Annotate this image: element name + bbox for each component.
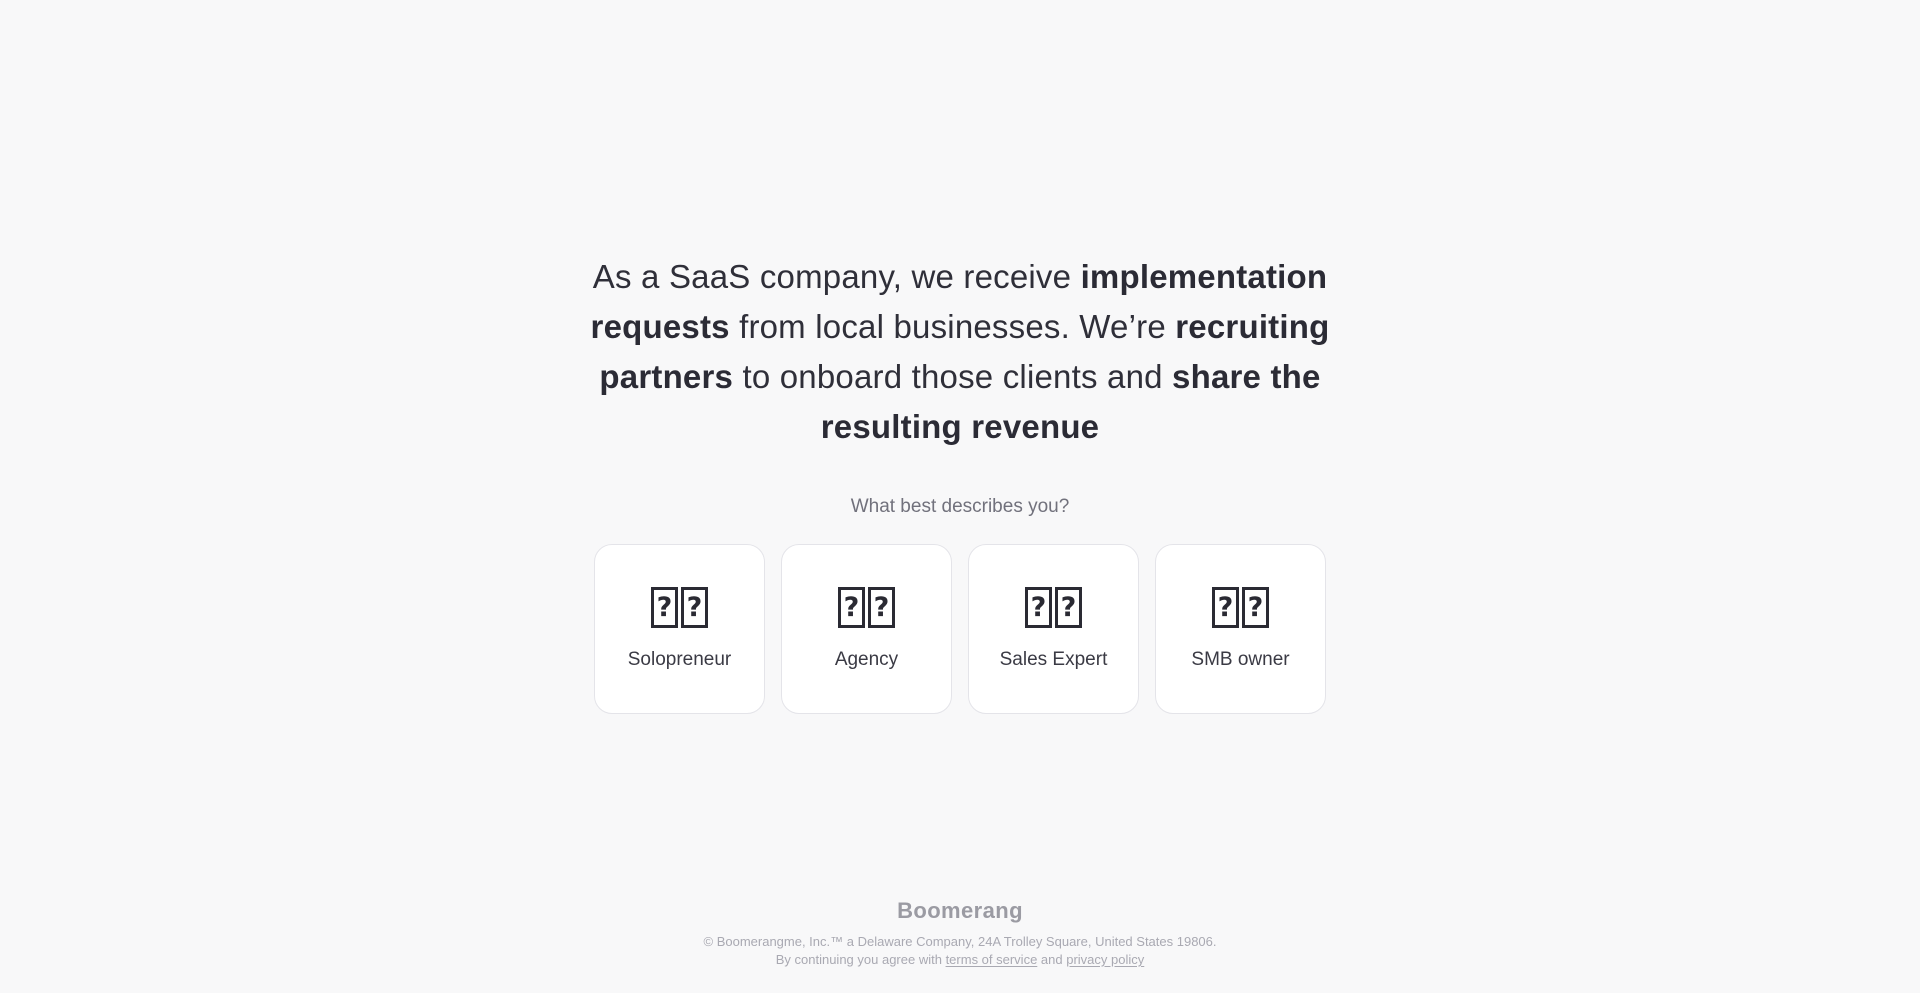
tofu-box-icon: ? [868,587,895,628]
role-options [594,544,1326,714]
headline-line-1: As a SaaS company, we receive implementation [592,258,1328,295]
role-card-agency[interactable] [781,544,952,714]
tofu-box-icon: ? [651,587,678,628]
role-card-label: Sales Expert [999,649,1108,670]
role-card-label: Agency [834,649,899,670]
tofu-box-icon: ? [681,587,708,628]
legal-text [0,933,1920,969]
copyright-line: © Boomerangme, Inc.™ a Delaware Company, 24A Trolley Square, United States 19806. [703,934,1217,949]
boomerang-logo: Boomerang [897,898,1023,923]
headline-line-2: requests from local businesses. We’re recruiting [590,308,1330,345]
role-card-label: SMB owner [1191,649,1290,670]
tofu-box-icon: ? [1212,587,1239,628]
question-label: What best describes you? [850,496,1070,517]
missing-glyph-emoji-icon [1212,587,1269,628]
missing-glyph-emoji-icon [838,587,895,628]
privacy-policy-link[interactable]: privacy policy [1066,952,1145,967]
missing-glyph-emoji-icon [651,587,708,628]
tofu-box-icon: ? [1025,587,1052,628]
headline-line-3: partners to onboard those clients and share the [599,358,1321,395]
tofu-box-icon: ? [838,587,865,628]
agreement-line: By continuing you agree with terms of service and privacy policy [775,952,1145,967]
terms-of-service-link[interactable]: terms of service [945,952,1038,967]
role-card-label: Solopreneur [627,649,732,670]
headline-line-4: resulting revenue [820,408,1100,445]
page-title [560,252,1360,452]
tofu-box-icon: ? [1242,587,1269,628]
role-card-smb-owner[interactable] [1155,544,1326,714]
role-card-sales-expert[interactable] [968,544,1139,714]
missing-glyph-emoji-icon [1025,587,1082,628]
page-footer [0,898,1920,969]
role-card-solopreneur[interactable] [594,544,765,714]
tofu-box-icon: ? [1055,587,1082,628]
